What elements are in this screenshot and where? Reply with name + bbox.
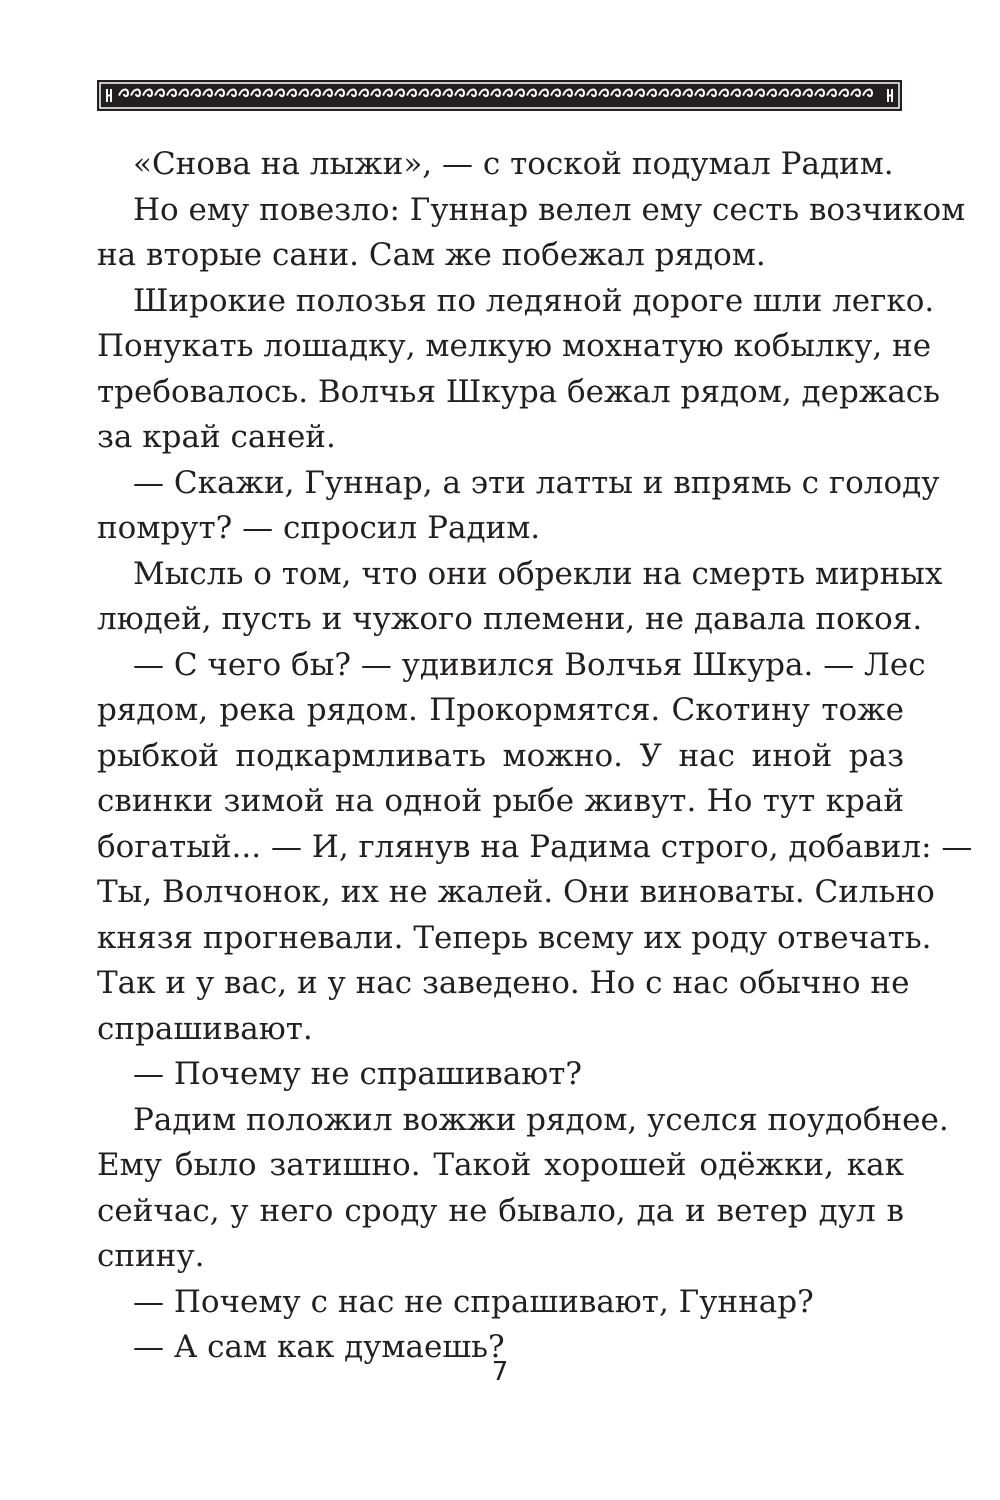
- text-line: — А сам как думаешь?: [133, 1329, 505, 1365]
- text-line: Широкие полозья по ледяной дороге шли легко.: [133, 282, 935, 319]
- text-line: рядом, река рядом. Прокормятся. Скотину тоже: [97, 692, 904, 728]
- text-line: помрут? — спросил Радим.: [97, 510, 541, 546]
- text-line: людей, пусть и чужого племени, не давала покоя.: [97, 601, 923, 637]
- text-line: Ты, Волчонок, их не жалей. Они виноваты. Сильно: [97, 874, 935, 910]
- text-line: рыбкой подкармливать можно. У нас иной раз: [97, 737, 904, 774]
- text-line: на вторые сани. Сам же побежал рядом.: [97, 237, 766, 273]
- text-line: за край саней.: [97, 419, 336, 455]
- header-ornament-band: [97, 80, 902, 111]
- text-line: Так и у вас, и у нас заведено. Но с нас обычно не: [97, 965, 910, 1001]
- text-line: Ему было затишно. Такой хорошей одёжки, как: [97, 1147, 904, 1183]
- text-line: спину.: [97, 1238, 205, 1274]
- page-number: 7: [491, 1357, 509, 1387]
- text-line: Радим положил вожжи рядом, уселся поудобнее.: [133, 1101, 949, 1138]
- text-line: — С чего бы? — удивился Волчья Шкура. — Лес: [133, 646, 926, 683]
- text-line: Но ему повезло: Гуннар велел ему сесть возчиком: [133, 191, 966, 228]
- text-line: требовалось. Волчья Шкура бежал рядом, держась: [97, 373, 941, 410]
- text-line: сейчас, у него сроду не бывало, да и ветер дул в: [97, 1192, 904, 1229]
- text-line: богатый... — И, глянув на Радима строго, добавил: —: [97, 828, 973, 865]
- text-line: спрашивают.: [97, 1010, 313, 1047]
- text-line: — Почему с нас не спрашивают, Гуннар?: [133, 1283, 814, 1320]
- text-line: свинки зимой на одной рыбе живут. Но тут край: [97, 783, 904, 819]
- text-line: князя прогневали. Теперь всему их роду отвечать.: [97, 919, 932, 956]
- text-line: Мысль о том, что они обрекли на смерть мирных: [133, 555, 943, 592]
- text-line: — Почему не спрашивают?: [133, 1056, 582, 1092]
- text-line: Понукать лошадку, мелкую мохнатую кобылку, не: [97, 328, 932, 364]
- body-text: [97, 142, 973, 1371]
- text-line: — Скажи, Гуннар, а эти латты и впрямь с голоду: [133, 464, 940, 501]
- text-line: «Снова на лыжи», — с тоской подумал Радим.: [133, 146, 894, 182]
